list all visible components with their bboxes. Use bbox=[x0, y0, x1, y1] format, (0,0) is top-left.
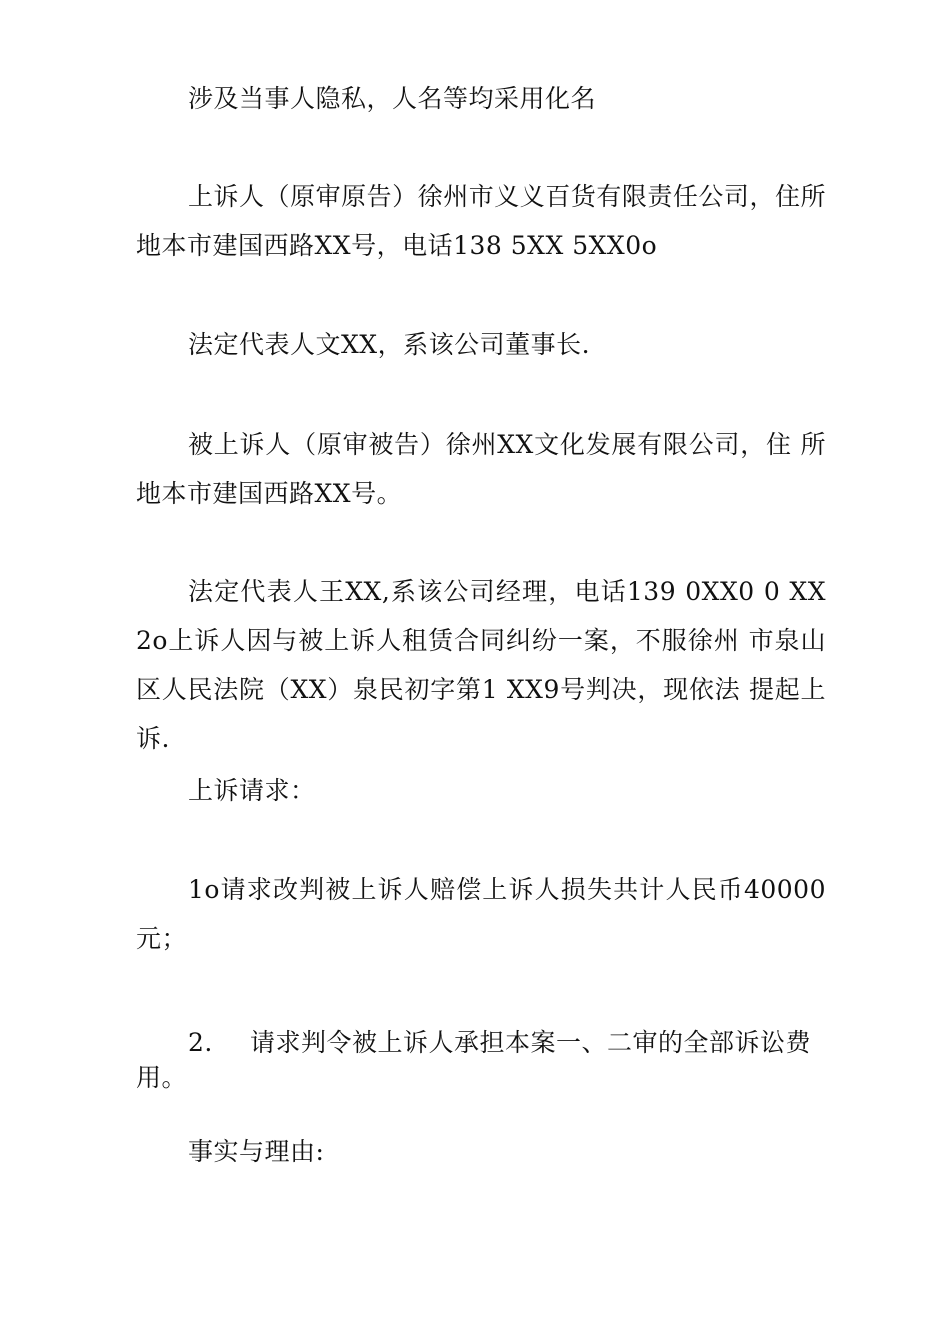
facts-and-reasons-heading: 事实与理由: bbox=[188, 1137, 325, 1166]
appellee-paragraph: 被上诉人（原审被告）徐州XX文化发展有限公司，住 所地本市建国西路XX号。 bbox=[136, 430, 826, 508]
appellant-representative-paragraph: 法定代表人文XX，系该公司董事长. bbox=[188, 330, 591, 359]
appellee-representative-paragraph: 法定代表人王XX,系该公司经理，电话139 0XX0 0 XX2o上诉人因与被上诉人租赁合同纠纷一案，不服徐州 市泉山区人民法院（XX）泉民初字第1 XX9号判决，现依法 提起上诉. bbox=[136, 577, 826, 753]
appeal-request-item-2-number: 2. bbox=[188, 1028, 213, 1057]
appeal-request-item-1: 1o请求改判被上诉人赔偿上诉人损失共计人民币40000元； bbox=[136, 875, 826, 953]
privacy-note: 涉及当事人隐私，人名等均采用化名 bbox=[188, 84, 597, 113]
appeal-requests-heading: 上诉请求： bbox=[188, 776, 316, 805]
appeal-request-item-2 bbox=[136, 1025, 826, 1095]
appellant-paragraph: 上诉人（原审原告）徐州市义义百货有限责任公司，住所地本市建国西路XX号，电话138 5XX 5XX0o bbox=[136, 182, 826, 260]
appeal-request-item-2-text: 请求判令被上诉人承担本案一、二审的全部诉讼费用。 bbox=[136, 1028, 812, 1092]
